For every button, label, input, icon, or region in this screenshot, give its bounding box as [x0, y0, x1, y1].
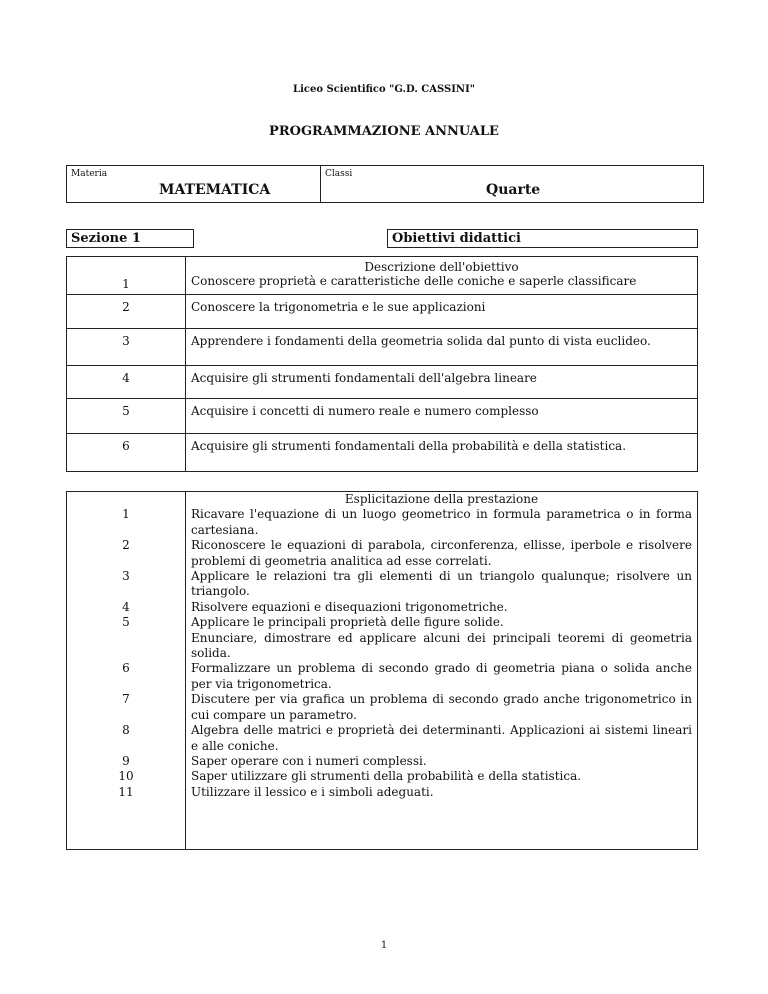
performance-number: 6	[122, 661, 130, 676]
page-number: 1	[380, 940, 388, 951]
performance-number: 9	[122, 753, 130, 768]
objective-number: 6	[67, 434, 186, 472]
performance-number	[72, 554, 180, 569]
section-table	[66, 229, 698, 248]
performance-item: Applicare le relazioni tra gli elementi di un triangolo qualunque; risolvere un triangolo.	[191, 569, 692, 599]
performance-item: Algebra delle matrici e proprietà dei determinanti. Applicazioni ai sistemi lineari e alle coniche.	[191, 723, 692, 753]
objective-text: Acquisire i concetti di numero reale e numero complesso	[186, 399, 698, 434]
objective-text: Acquisire gli strumenti fondamentali della probabilità e della statistica.	[186, 434, 698, 472]
objective-number: 2	[67, 295, 186, 329]
performance-heading: Esplicitazione della prestazione	[344, 492, 539, 506]
performance-item: Formalizzare un problema di secondo grado di geometria piana o solida anche per via trigonometrica.	[191, 661, 692, 691]
performance-number	[72, 584, 180, 599]
performance-number: 10	[118, 769, 134, 784]
performance-numbers-column	[67, 492, 186, 850]
performance-number: 7	[122, 692, 130, 707]
performance-number: 4	[122, 599, 130, 614]
performance-number	[72, 523, 180, 538]
objective-text: Acquisire gli strumenti fondamentali dell'algebra lineare	[186, 366, 698, 399]
document-title: PROGRAMMAZIONE ANNUALE	[269, 124, 499, 139]
performance-item: Risolvere equazioni e disequazioni trigonometriche.	[191, 599, 508, 614]
performance-number: 5	[122, 615, 130, 630]
objective-text: Conoscere proprietà e caratteristiche delle coniche e saperle classificare	[191, 274, 637, 288]
objective-number: 5	[67, 399, 186, 434]
performance-item: Enunciare, dimostrare ed applicare alcuni dei principali teoremi di geometria solida.	[191, 630, 692, 661]
performance-item: Riconoscere le equazioni di parabola, circonferenza, ellisse, iperbole e risolvere problemi di geometria analitica ad esse correlati.	[191, 538, 692, 568]
objective-number: 4	[67, 366, 186, 399]
performance-number	[72, 708, 180, 723]
school-name: Liceo Scientifico "G.D. CASSINI"	[293, 84, 475, 95]
classi-cell	[321, 166, 704, 203]
objectives-heading: Descrizione dell'obiettivo	[364, 260, 519, 274]
performance-item: Saper operare con i numeri complessi.	[191, 753, 427, 768]
performance-item: Ricavare l'equazione di un luogo geometrico in formula parametrica o in forma cartesiana.	[191, 507, 692, 537]
performance-item: Applicare le principali proprietà delle figure solide.	[191, 615, 504, 630]
objectives-table	[66, 256, 698, 472]
performance-number: 1	[122, 507, 130, 522]
performance-item: Utilizzare il lessico e i simboli adeguati.	[191, 784, 434, 799]
performance-number	[72, 631, 180, 646]
section-title: Obiettivi didattici	[388, 230, 698, 248]
materia-value: MATEMATICA	[159, 182, 271, 198]
performance-table	[66, 491, 698, 850]
objective-text: Apprendere i fondamenti della geometria solida dal punto di vista euclideo.	[186, 329, 698, 366]
performance-number	[72, 738, 180, 753]
performance-item: Saper utilizzare gli strumenti della probabilità e della statistica.	[191, 769, 582, 784]
performance-number: 2	[122, 538, 130, 553]
objective-text: Conoscere la trigonometria e le sue applicazioni	[186, 295, 698, 329]
classi-label: Classi	[325, 169, 353, 179]
section-name: Sezione 1	[67, 230, 194, 248]
classi-value: Quarte	[486, 182, 541, 198]
objective-number: 3	[67, 329, 186, 366]
performance-number	[72, 646, 180, 661]
performance-number: 11	[118, 784, 134, 799]
performance-text-column	[186, 492, 698, 850]
performance-item: Discutere per via grafica un problema di secondo grado anche trigonometrico in cui compare un parametro.	[191, 692, 692, 722]
materia-label: Materia	[71, 169, 108, 179]
performance-number: 8	[122, 723, 130, 738]
objective-number: 1	[67, 257, 186, 295]
performance-number: 3	[122, 569, 130, 584]
materia-cell	[67, 166, 321, 203]
performance-number	[72, 677, 180, 692]
subject-class-table	[66, 165, 704, 203]
